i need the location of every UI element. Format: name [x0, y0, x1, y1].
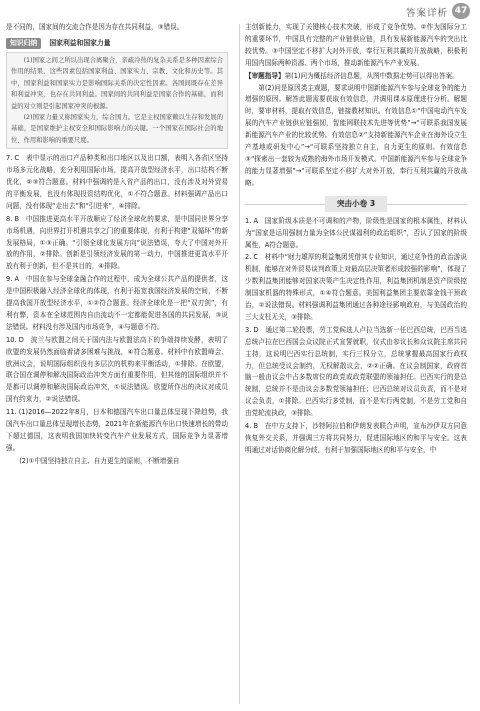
knowledge-heading: [6, 38, 228, 49]
section-banner: [245, 196, 467, 212]
review-guidance: [245, 71, 467, 83]
answer-11-part-1: 11. (1)2016—2022年8月，日本和德国汽车出口量总体呈现下降趋势，我国汽车出口量总体呈现增长态势，2021年在新能源汽车出口快速增长的带动下超过德国，这表明我国加快转变汽车产业发展方式，国际竞争力显著增强。: [6, 408, 228, 452]
answer-4: 4. B 在中方支持下，沙特阿拉伯和伊朗发表联合声明，宣布沙伊双方同意恢复外交关系，并强调三方将共同努力，促进国际地区的和平与安全。这表明通过对话协商化解分歧，有利于加强国际地区的和平与安全，中: [245, 422, 467, 454]
page-header: [0, 0, 480, 24]
knowledge-title: 国家利益和国家力量: [49, 38, 111, 47]
answer-11-part-2-start: (2)①中国坚持独立自主、自力更生的原则，不断增强自: [19, 456, 180, 465]
section-title: 突击小卷 3: [325, 196, 387, 212]
knowledge-tag: 知识归纳: [6, 38, 41, 49]
left-column: [6, 22, 228, 706]
answer-9: 9. A 中国在参与全球金融合作的过程中，成为全球公共产品的提供者，这是中国积极融入经济全球化的体现，有利于拓宽我国经济发展的空间，不断提高我国开放型经济水平，①②符合题意。经济全球化是一把“双刃剑”，有利有弊，资本在全球范围内自由流动不一定都能促进各国的共同发展，③说法错误。材料没有涉及国内市场竞争，④与题意不符。: [6, 275, 228, 331]
left-intro-paragraph: 是不同的，国家间的交流合作是因为存在共同利益，③错误。: [6, 23, 184, 31]
answer-11-part-2-continued: 主创新能力，实现了关键核心技术突破，形成了竞争优势。②作为国际分工的重要环节，中国具有完整的产业链供应链，具有发展新能源汽车的突出比较优势。③中国坚定不移扩大对外开放，奉行互利共赢的开放战略，积极利用国内国际两种资源、两个市场，推动新能源汽车产业发展。: [245, 23, 467, 67]
answer-7: 7. C 表中显示的出口产品种类和出口地区以及出口额，表明入各省区坚持市场多元化战略，充分利用国际市场，提高开放型经济水平，出口结构不断优化，②③符合题意。材料中强调的是入省产品的出口，没有涉及对外贸易的平衡发展，也没有体现投资结构优化，①不符合题意。材料强调产品出口问题，没有体现“走出去”和“引进来”，④排除。: [6, 154, 228, 210]
header-label: 答案详析: [405, 8, 448, 19]
knowledge-paragraph-1: (1)国家之间之所以出现合离聚合，亲疏冷热的复杂关系是多种因素综合作用的结果，这些因素包括国家利益、国家实力、宗教、文化和历史等。其中，国家利益和国家实力是影响国际关系的决定性因素。各国间既存在差异和利益冲突，也存在共同利益。国家间的共同利益是国家合作的基础，而利益的对立则是引起国家冲突的根源。: [11, 56, 223, 110]
knowledge-box: [6, 52, 228, 149]
right-column: [245, 22, 467, 706]
review-guidance-text: 第(1)问为概括经济信息题，从图中数据走势可以得出答案。: [284, 71, 459, 80]
review-guidance-label: 【审题指导】: [245, 71, 285, 80]
answer-8: 8. B 中国推进更高水平开放顺应了经济全球化的要求，是中国同世界分享市场机遇，向世界打开机遇共享之门的重要体现，有利于构建“双循环”的新发展格局，①③正确。“引领全球化发展方向”说法错误，夸大了中国对外开放的作用，②排除。创新是引领经济发展的第一动力，中国推进更高水平开放有利于创新，但不是其目的，④排除。: [6, 214, 228, 271]
review-guidance-detail: 第(2)问是原因类主观题，要求说明中国新能源汽车参与全球竞争的能力增强的原因。解答此题需要获取有效信息，并调用课本原理进行分析。解题时，要审材料，提取有效信息，链接教材知识。有效信息①“中国电动汽车发展的汽车产业链供应链强韧，智能网联技术先进等优势”→“可联系我国发展新能源汽车产业的比较优势。有效信息②“支持新能源汽车企业在海外设立生产基地或研发中心”→“可联系坚持独立自主，自力更生的原则。有效信息③“探索出一套较为成熟的海外市场开发模式。中国新能源汽车参与全球竞争的能力显著增强”→“可联系坚定不移扩大对外开放，奉行互利共赢的开放战略。: [245, 83, 467, 187]
answer-2: 2. C 材料中“财力雄厚的利益集团凭借其专业知识，通过竞争性的政治游说机制，能够在对外贸易谈判政策上对最高层决策者形成较强的影响”，体现了少数利益集团能够对国家决策产生决定性作用，利益集团机制是资产阶级控制国家机器的特殊形式，①④符合题意。美国利益集团主要依靠金钱干预政治，②说法错误。材料强调利益集团通过各种途径影响政府，与美国政治的三大支柱无关，③排除。: [245, 253, 467, 321]
column-divider: [239, 24, 240, 704]
answer-10: 10. D 波兰与欧盟之间关于国内法与欧盟法高下的争端持续发酵，表明了欧盟的发展仍然面临着诸多困难与挑战，④符合题意。材料中有欧盟峰会、欧洲议会，说明国际组织没有多层次的机构来平衡活动，①排除。在欧盟，联合国在调停和解决国际政治冲突方面有重要作用，但其他的国际组织并不是都可以调停和解决国际政治冲突，①说法错误。欧盟所作出的决议对成员国有约束力，②说法错误。: [6, 335, 228, 404]
answer-1: 1. A 国家阶级本质是不可调和的产物，阶级性是国家的根本属性，材料认为“国家是运用强制力量为全体公民谋福利的政治组织”，否认了国家的阶级属性，A符合题意。: [245, 216, 467, 249]
knowledge-paragraph-2: (2)国家力量又称国家实力，综合国力。它是主权国家赖以生存和发展的基础，是国家维护主权安全和国际影响力的关键。一个国家在国际社会的地位、作用和影响的重要尺度。: [11, 113, 223, 144]
page-number-badge: 47: [452, 3, 470, 19]
answer-3: 3. D 通过第二轮投票，劳工党候选人卢拉当选新一任巴西总统，巴西当选总统卢拉在巴西国会众议院正式宣誓就职，仪式由参议长和众议院主席共同主持，这说明巴西实行总统制，实行三权分立，总统掌握最高国家行政权力，但总统受议会制约，无权解散议会，②②正确。在议会制国家，政府首脑一般由议会中占多数席位的政党或政党联盟的领袖担任。巴西实行的是总统制，总统并不是由议会多数党领袖担任；巴西总统对议员负责，而不是对议会负责，①排除。巴西实行多党制，而不是实行两党制，不是劳工党和自由党轮流执政，③排除。: [245, 325, 467, 418]
